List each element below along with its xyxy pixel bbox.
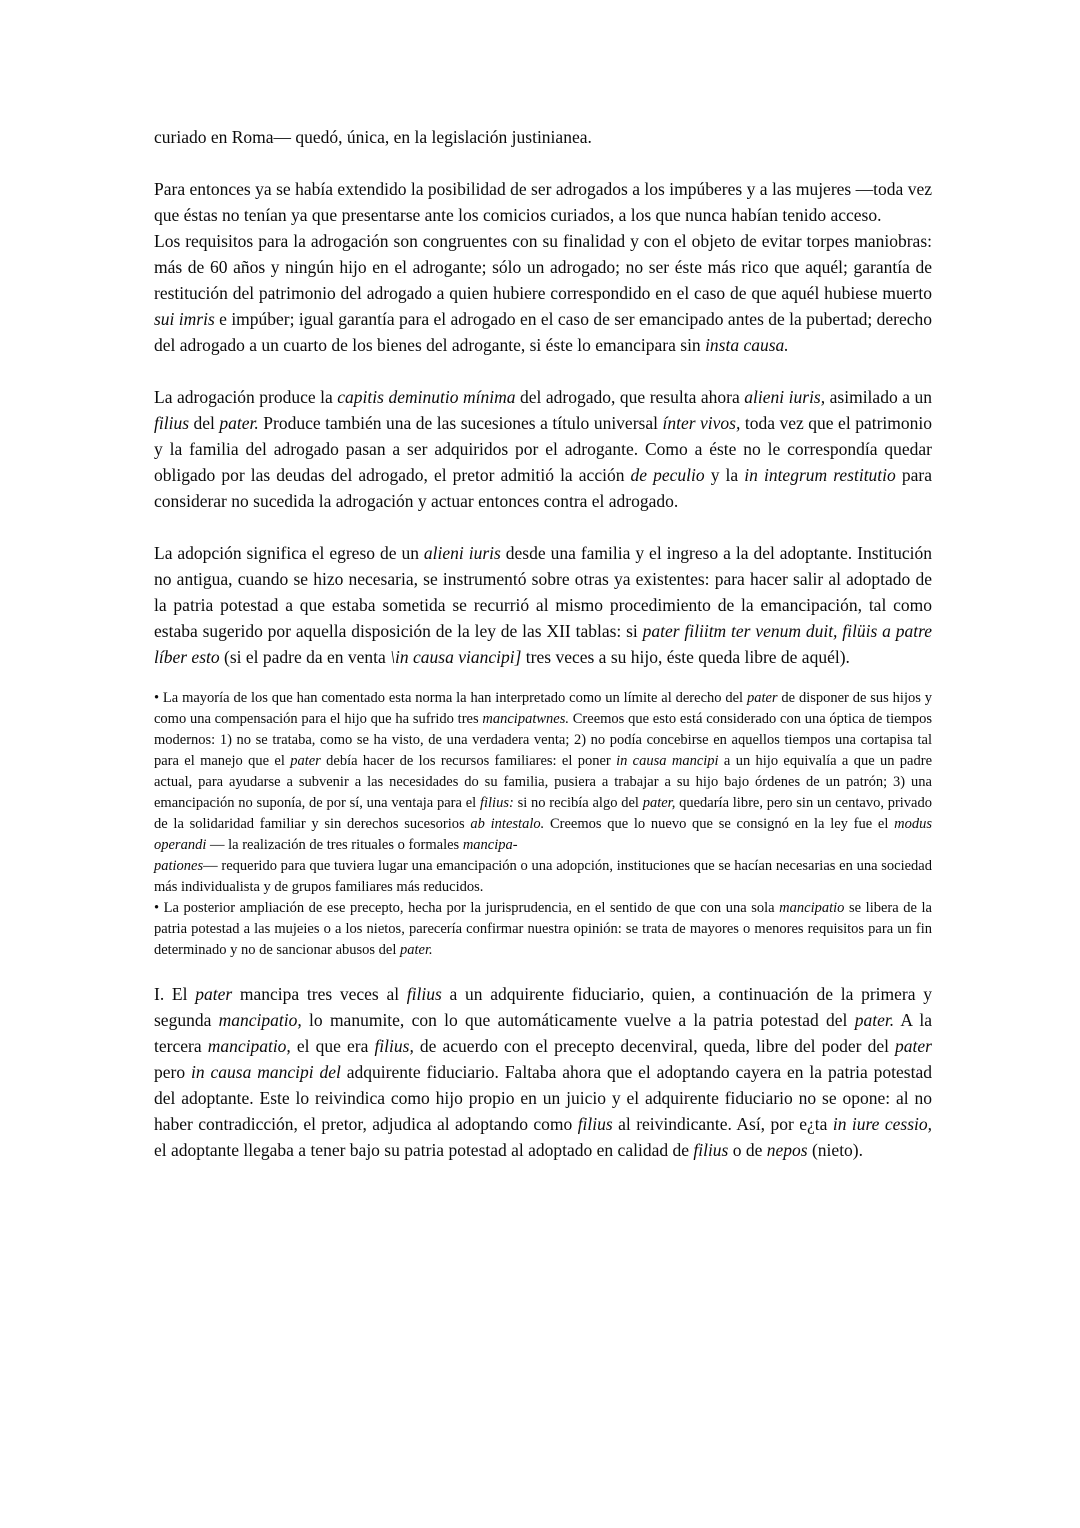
paragraph-requisitos-adrogacion: Los requisitos para la adrogación son congruentes con su finalidad y con el objeto de evitar torpes maniobras: más de 60 años y ningún hijo en el adrogante; sólo un adrogado; no ser éste más rico que aquél; garantía de restitución del patrimonio del adrogado a quien hubiere correspondido en el caso de que aquél hubiese muerto sui imris e impúber; igual garantía para el adrogado en el caso de ser emancipado antes de la pubertad; derecho del adrogado a un cuarto de los bienes del adrogante, si éste lo emancipara sin insta causa.	[154, 231, 933, 355]
paragraph-intro-fragment: curiado en Roma— quedó, única, en la legislación justinianea.	[154, 127, 592, 147]
footnote-bullet-1: • La mayoría de los que han comentado esta norma la han interpretado como un límite al derecho del pater de disponer de sus hijos y como una compensación para el hijo que ha sufrido tres mancipatwnes. Creemos que esto está considerado con una óptica de tiempos modernos: 1) no se trataba, como se ha visto, de una verdadera venta; 2) no podía concebirse en aquellos tiempos una cortapisa tal para el manejo que el pater debía hacer de los recursos familiares: el poner in causa mancipi a un hijo equivalía a que un padre actual, para ayudarse a subvenir a las necesidades do su familia, pusiera a trabajar a su hijo bajo órdenes de un patrón; 3) una emancipación no suponía, de por sí, una ventaja para el filius: si no recibía algo del pater, quedaría libre, pero sin un centavo, privado de la solidaridad familiar y sin derechos sucesorios ab intestalo. Creemos que lo nuevo que se consignó en la ley fue el modus operandi — la realización de tres rituales o formales mancipa- pationes— requerido para que tuviera lugar una emancipación o una adopción, instituciones que se hacían necesarias en una sociedad más individualista y de grupos familiares más reducidos.	[154, 690, 933, 895]
document-page	[154, 124, 932, 1163]
footnote-bullet-2: • La posterior ampliación de ese precepto, hecha por la jurisprudencia, en el sentido de que con una sola mancipatio se libera de la patria potestad a las mujeies o a los nietos, parecería confirmar nuestra opinión: se trata de mayores o menores requisitos para un fin determinado y no de sancionar abusos del pater.	[154, 900, 932, 958]
paragraph-extension-adrogacion: Para entonces ya se había extendido la posibilidad de ser adrogados a los impúberes y a las mujeres —toda vez que éstas no tenían ya que presentarse ante los comicios curiados, a los que nunca habían tenido acceso.	[154, 179, 932, 225]
paragraph-procedimiento-adopcion: I. El pater mancipa tres veces al filius a un adquirente fiduciario, quien, a continuación de la primera y segunda mancipatio, lo manumite, con lo que automáticamente vuelve a la patria potestad del pater. A la tercera mancipatio, el que era filius, de acuerdo con el precepto decenviral, queda, libre del poder del pater pero in causa mancipi del adquirente fiduciario. Faltaba ahora que el adoptando cayera en la patria potestad del adoptante. Este lo reivindica como hijo propio en un juicio y el adquirente fiduciario no se opone: al no haber contradicción, el pretor, adjudica al adoptando como filius al reivindicante. Así, por e¿ta in iure cessio, el adoptante llegaba a tener bajo su patria potestad al adoptado en calidad de filius o de nepos (nieto).	[154, 984, 932, 1160]
paragraph-adopcion: La adopción significa el egreso de un alieni iuris desde una familia y el ingreso a la del adoptante. Institución no antigua, cuando se hizo necesaria, se instrumentó sobre otras ya existentes: para hacer salir al adoptado de la patria potestad a que estaba sometida se recurrió al mismo procedimiento de la emancipación, tal como estaba sugerido por aquella disposición de la ley de las XII tablas: si pater filiitm ter venum duit, filüis a patre líber esto (si el padre da en venta \in causa viancipi] tres veces a su hijo, éste queda libre de aquél).	[154, 543, 932, 667]
paragraph-efectos-adrogacion: La adrogación produce la capitis deminutio mínima del adrogado, que resulta ahora alieni iuris, asimilado a un filius del pater. Produce también una de las sucesiones a título universal ínter vivos, toda vez que el patrimonio y la familia del adrogado pasan a ser adquiridos por el adrogante. Como a éste no le correspondía quedar obligado por las deudas del adrogado, el pretor admitió la acción de peculio y la in integrum restitutio para considerar no sucedida la adrogación y actuar entonces contra el adrogado.	[154, 387, 932, 511]
